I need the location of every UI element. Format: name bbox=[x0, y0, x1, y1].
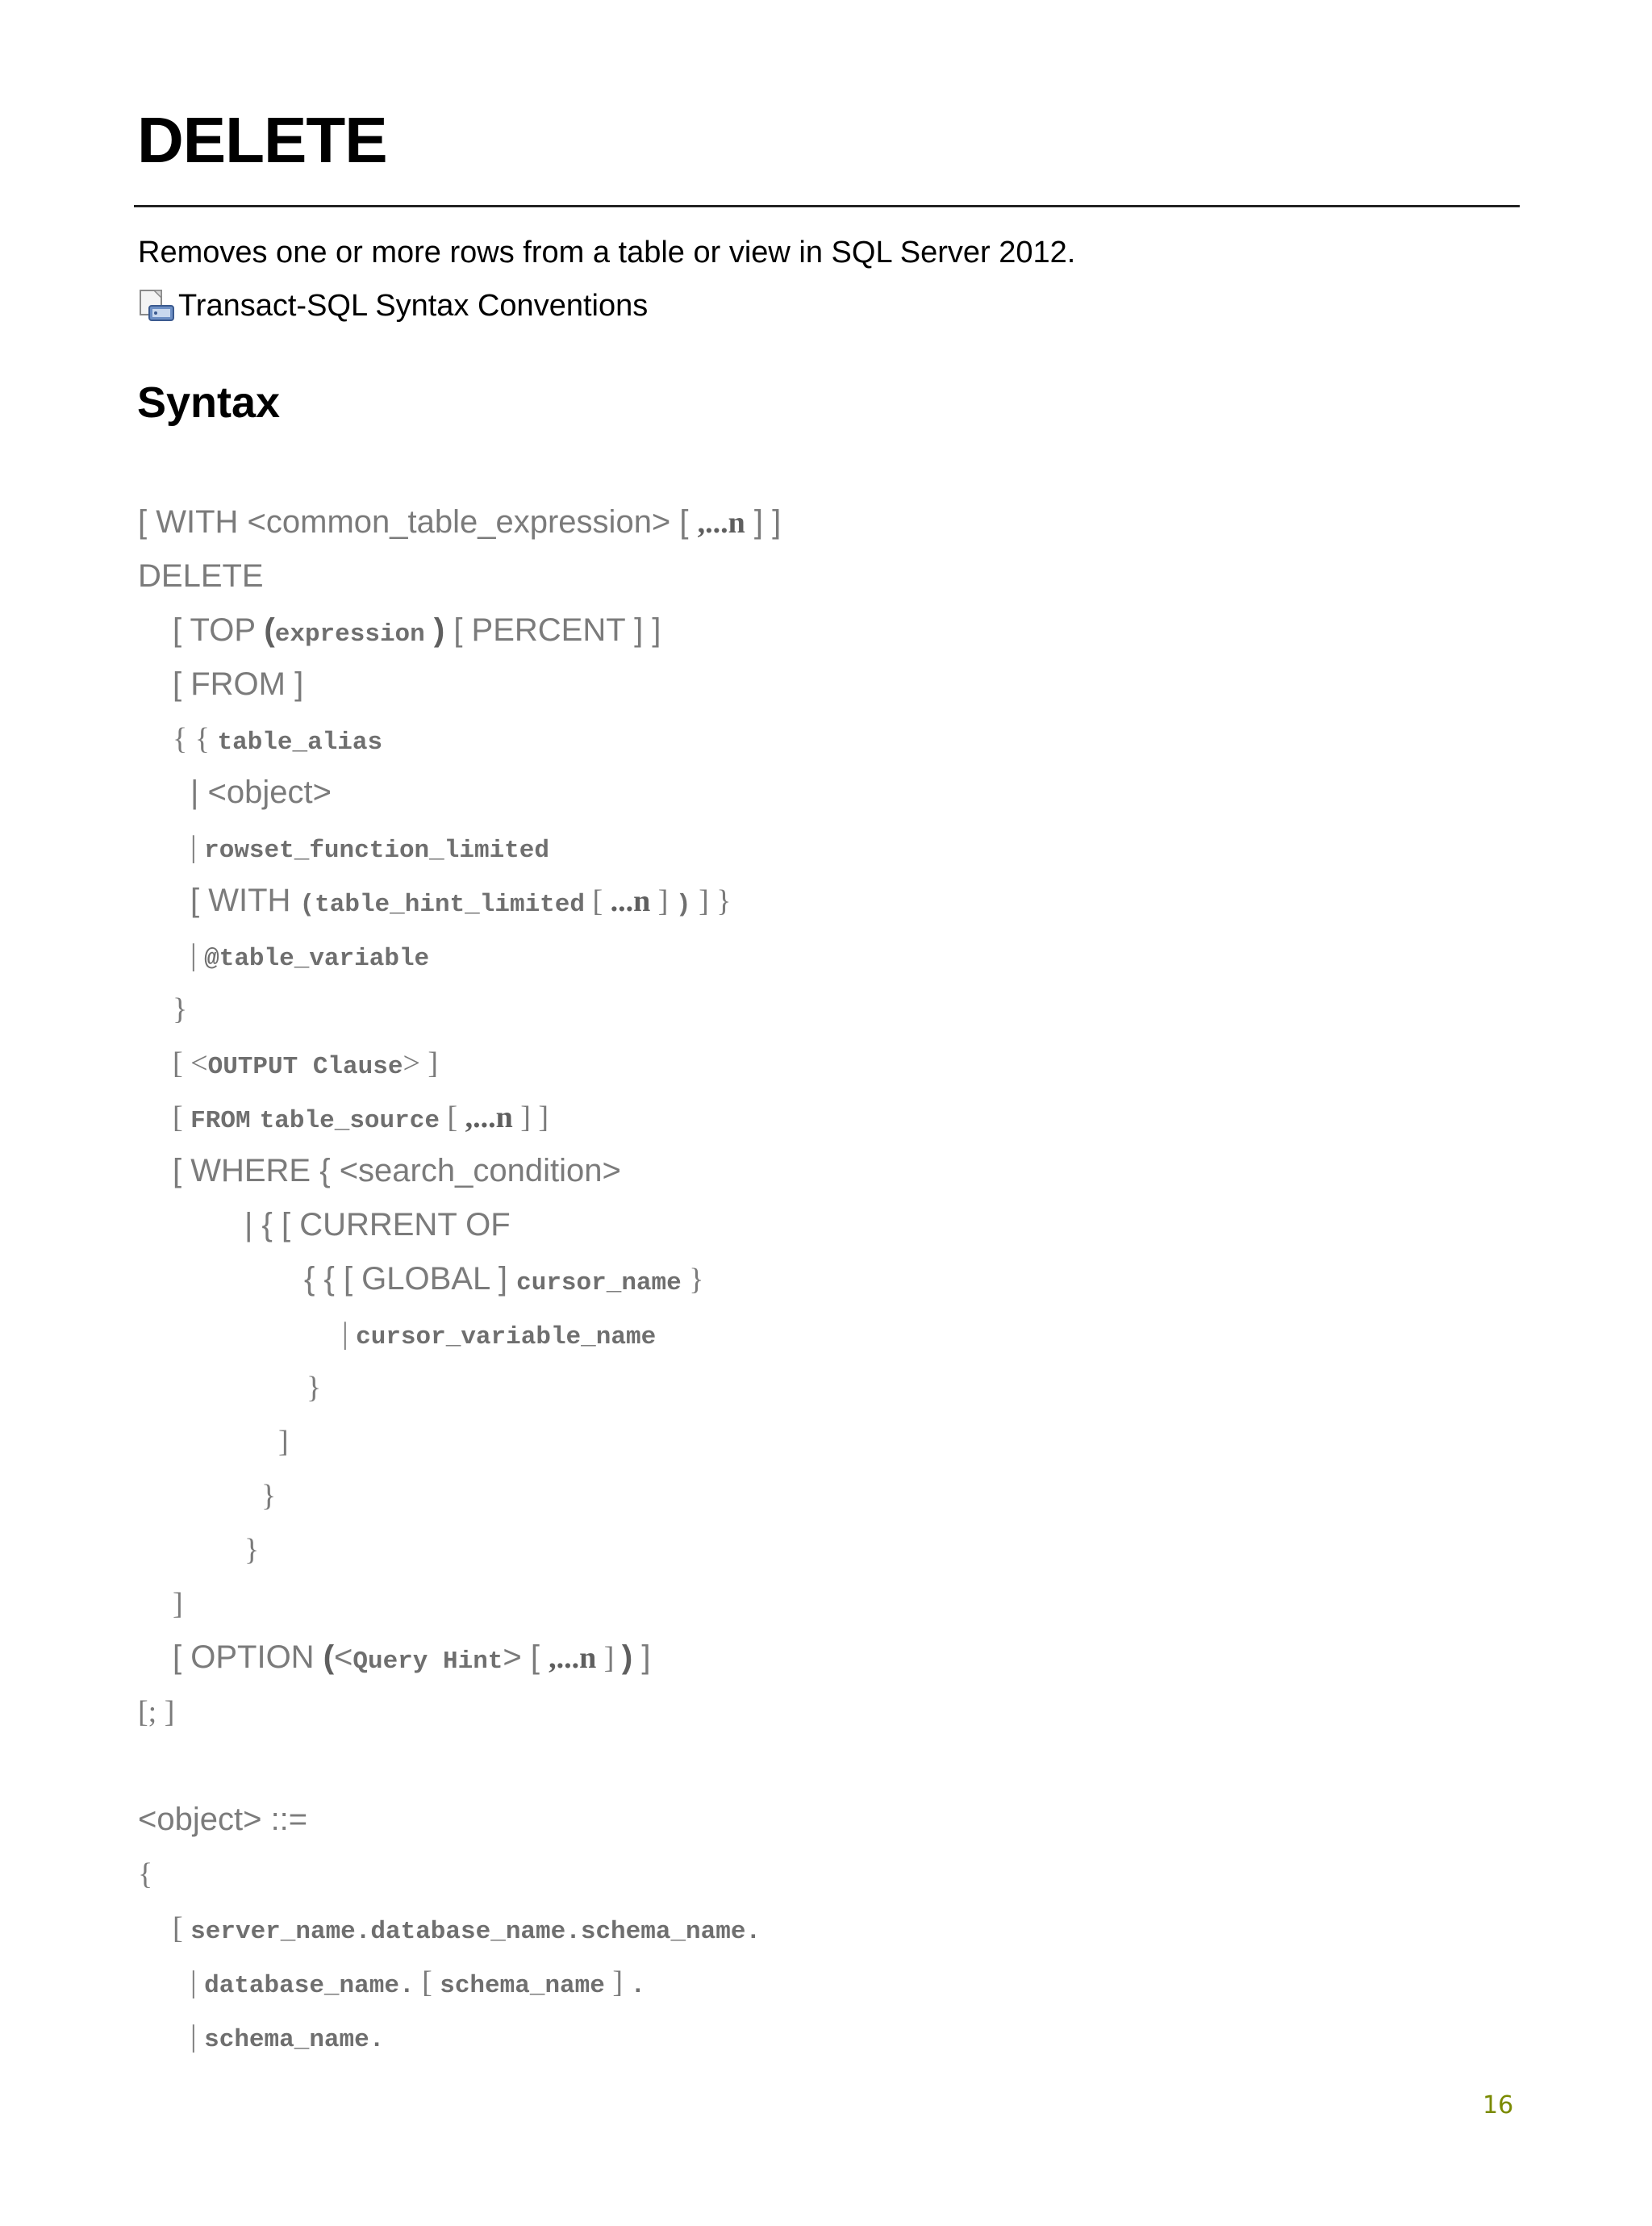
code-line: [ TOP (expression ) [ PERCENT ] ] bbox=[173, 612, 661, 649]
page-title: DELETE bbox=[137, 104, 387, 176]
code-line: } bbox=[244, 1533, 260, 1567]
conventions-link-label[interactable]: Transact-SQL Syntax Conventions bbox=[178, 289, 649, 323]
code-line: | @table_variable bbox=[190, 938, 430, 973]
code-line: } bbox=[173, 992, 188, 1026]
code-line: { bbox=[138, 1857, 153, 1891]
title-divider bbox=[134, 205, 1520, 207]
code-line: | schema_name. bbox=[190, 2019, 385, 2054]
code-line: | { [ CURRENT OF bbox=[244, 1207, 511, 1242]
summary-text: Removes one or more rows from a table or view in SQL Server 2012. bbox=[138, 236, 1076, 269]
code-line: { { [ GLOBAL ] cursor_name } bbox=[304, 1261, 704, 1297]
code-line: [ FROM ] bbox=[173, 666, 304, 702]
broken-image-icon bbox=[138, 288, 177, 324]
code-line: } bbox=[307, 1371, 322, 1405]
code-line: [ WITH <common_table_expression> [ ,...n ] ] bbox=[138, 504, 782, 540]
code-line: { { table_alias bbox=[173, 722, 383, 757]
code-line: | rowset_function_limited bbox=[190, 830, 549, 865]
code-line: } bbox=[261, 1479, 277, 1513]
code-line: ] bbox=[278, 1425, 289, 1459]
page-number: 16 bbox=[1483, 2091, 1514, 2120]
code-line: DELETE bbox=[138, 558, 264, 594]
code-line: [ WITH (table_hint_limited [ ...n ] ) ] } bbox=[190, 883, 732, 919]
code-line: [ FROM table_source [ ,...n ] ] bbox=[173, 1100, 549, 1135]
code-line: ] bbox=[173, 1587, 183, 1621]
code-line: [; ] bbox=[138, 1695, 175, 1729]
code-line: [ OPTION (<Query Hint> [ ,...n ] ) ] bbox=[173, 1639, 651, 1676]
code-line: | database_name. [ schema_name ] . bbox=[190, 1965, 646, 2000]
code-line: | <object> bbox=[190, 775, 332, 810]
code-line: <object> ::= bbox=[138, 1802, 308, 1837]
syntax-heading: Syntax bbox=[137, 378, 281, 427]
conventions-link[interactable] bbox=[138, 286, 648, 326]
code-line: [ <OUTPUT Clause> ] bbox=[173, 1046, 439, 1081]
code-line: [ WHERE { <search_condition> bbox=[173, 1153, 621, 1188]
code-line: | cursor_variable_name bbox=[342, 1317, 657, 1351]
code-line: [ server_name.database_name.schema_name. bbox=[173, 1911, 761, 1946]
